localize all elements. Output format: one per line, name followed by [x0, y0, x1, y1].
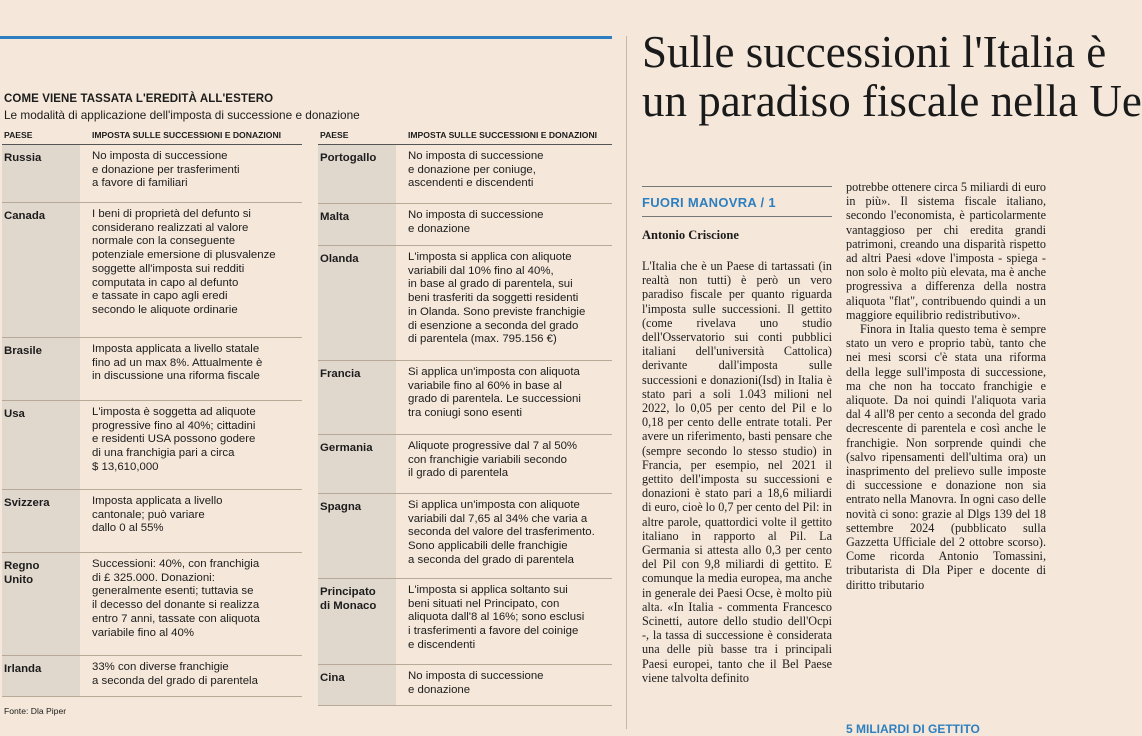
header-tax: IMPOSTA SULLE SUCCESSIONI E DONAZIONI [408, 130, 598, 140]
tax-description: Si applica un'imposta con aliquota variabile fino al 60% in base al grado di parentela. Le successioni tra coniugi sono esenti [408, 366, 581, 420]
header-country: PAESE [320, 130, 349, 140]
tax-table-left [2, 128, 302, 697]
tax-description: No imposta di successione e donazione [408, 670, 544, 696]
table-row [318, 145, 612, 204]
source-credit: Fonte: Dla Piper [4, 706, 67, 716]
tax-description: No imposta di successione e donazione [408, 209, 544, 235]
tax-description: L'imposta si applica con aliquote variabili dal 10% fino al 40%, in base al grado di parentela, sui beni trasferiti da soggetti residenti in Olanda. Sono previste franchigie di esenzione a seconda del grado di parentela (max. 795.156 €) [408, 251, 586, 346]
country-name: Canada [2, 203, 80, 337]
table-row [318, 494, 612, 579]
table-row [2, 490, 302, 553]
infographic-subtitle: Le modalità di applicazione dell'imposta di successione e donazione [4, 108, 360, 122]
header-tax: IMPOSTA SULLE SUCCESSIONI E DONAZIONI [92, 130, 282, 140]
tax-description: Imposta applicata a livello cantonale; può variare dallo 0 al 55% [92, 495, 223, 535]
country-name: Regno Unito [2, 553, 80, 655]
country-name: Germania [318, 435, 396, 493]
tax-table-right [318, 128, 612, 706]
column-divider [626, 36, 627, 729]
header-country: PAESE [4, 130, 33, 140]
country-name: Portogallo [318, 145, 396, 203]
tax-description: I beni di proprietà del defunto si considerano realizzati al valore normale con la conseguente potenziale emersione di plusvalenze soggette all'imposta sui redditi computata in capo al defunto e tassate in capo agli eredi secondo le aliquote ordinarie [92, 208, 276, 316]
tax-description: No imposta di successione e donazione per coniuge, ascendenti e discendenti [408, 150, 544, 190]
tax-description: L'imposta si applica soltanto sui beni situati nel Principato, con aliquota dall'8 al 16%; sono esclusi i trasferimenti a favore del coinige e discendenti [408, 584, 585, 651]
section-label: FUORI MANOVRA / 1 [642, 195, 776, 210]
tax-description: 33% con diverse franchigie a seconda del grado di parentela [92, 661, 258, 687]
top-accent-rule [0, 36, 612, 39]
table-header [2, 128, 302, 145]
article-column-2 [846, 180, 1046, 592]
country-name: Francia [318, 361, 396, 434]
country-name: Irlanda [2, 656, 80, 696]
country-name: Olanda [318, 246, 396, 360]
country-name: Malta [318, 204, 396, 245]
country-name: Spagna [318, 494, 396, 578]
tax-description: Successioni: 40%, con franchigia di £ 325.000. Donazioni: generalmente esenti; tuttavia se il decesso del donante si realizza entro 7 anni, tassate con aliquota variabile fino al 40% [92, 558, 260, 639]
article-subhead: 5 MILIARDI DI GETTITO [846, 722, 980, 736]
headline-line-1: Sulle successioni l'Italia è [642, 27, 1107, 77]
table-row [318, 435, 612, 494]
country-name: Usa [2, 401, 80, 489]
headline-line-2: un paradiso fiscale nella Ue [642, 76, 1142, 126]
article-column-1: L'Italia che è un Paese di tartassati (in realtà non tutti) è però un vero paradiso fiscale per quanto riguarda l'imposta sulle successioni. Il gettito (come rivelava uno studio dell'Osservatorio sui conti pubblici italiani dell'università Cattolica) derivante dall'imposta sulle successioni e donazioni(Isd) in Italia è stato pari a soli 1.043 milioni nel 2022, lo 0,05 per cento del Pil e lo 0,18 per cento delle entrate totali. Per avere un riferimento, basti pensare che (sempre secondo lo stesso studio) in Francia, per esempio, nel 2021 il gettito dell'imposta su successioni e donazioni è stato pari a 18,6 miliardi di euro, cioè lo 0,7 per cento del Pil: in altre parole, quattordici volte il gettito italiano in rapporto al Pil. La Germania si attesta allo 0,3 per cento del Pil con 9,8 miliardi di gettito. E comunque la media europea, ma anche in generale dei Paesi Ocse, è molto più alta. «In Italia - commenta Francesco Scinetti, autore dello studio dell'Ocpi -, la tassa di successione è considerata una delle più basse tra i principali Paesi europei, tanto che il Bel Paese viene talvolta definito [642, 259, 832, 685]
tax-description: L'imposta è soggetta ad aliquote progressive fino al 40%; cittadini e residenti USA possono godere di una franchigia pari a circa $ 13,610,000 [92, 406, 256, 473]
table-row [2, 203, 302, 338]
table-row [2, 145, 302, 203]
country-name: Brasile [2, 338, 80, 400]
table-row [318, 246, 612, 361]
table-row [2, 338, 302, 401]
tax-description: Imposta applicata a livello statale fino ad un max 8%. Attualmente è in discussione una riforma fiscale [92, 343, 263, 383]
country-name: Principato di Monaco [318, 579, 396, 664]
author-byline: Antonio Criscione [642, 228, 739, 242]
article-paragraph: potrebbe ottenere circa 5 miliardi di euro in più». Il sistema fiscale italiano, secondo l'economista, è particolarmente vantaggioso per chi eredita grandi patrimoni, creando una disparità rispetto ad altri Paesi «dove l'imposta - spiega - non solo è molto più elevata, ma è anche progressiva a differenza della nostra aliquota "flat", contribuendo quindi a un maggiore equilibrio redistributivo». [846, 180, 1046, 322]
section-rule-top [642, 186, 832, 187]
table-row [2, 656, 302, 697]
infographic-title: COME VIENE TASSATA L'EREDITÀ ALL'ESTERO [4, 93, 274, 105]
country-name: Svizzera [2, 490, 80, 552]
tax-description: Si applica un'imposta con aliquote variabili dal 7,65 al 34% che varia a seconda del valore del trasferimento. Sono applicabili delle franchigie a seconda del grado di parentela [408, 499, 595, 566]
table-header [318, 128, 612, 145]
article-headline [642, 27, 1142, 126]
table-row [318, 579, 612, 665]
tax-description: No imposta di successione e donazione per trasferimenti a favore di familiari [92, 150, 240, 190]
country-name: Cina [318, 665, 396, 705]
article-paragraph: Finora in Italia questo tema è sempre stato un vero e proprio tabù, tanto che nei mesi scorsi c'è stata una riforma della legge sull'imposta di successione, ma che non ha toccato franchigie e aliquote. Da noi quindi l'aliquota varia dal 4 all'8 per cento a seconda del grado decrescente di parentela e così anche le franchigie. Non sorprende quindi che (salvo ripensamenti dell'ultima ora) un inasprimento del prelievo sulle imposte di successione e donazione non sia entrato nella Manovra. In ogni caso delle novità ci sono: grazie al Dlgs 139 del 18 settembre 2024 (pubblicato sulla Gazzetta Ufficiale del 2 ottobre scorso). Come ricorda Antonio Tomassini, tributarista di Dla Piper e docente di diritto tributario [846, 322, 1047, 592]
section-rule-bottom [642, 216, 832, 217]
table-row [2, 401, 302, 490]
table-row [318, 361, 612, 435]
table-row [318, 665, 612, 706]
tax-description: Aliquote progressive dal 7 al 50% con franchigie variabili secondo il grado di parentela [408, 440, 578, 480]
table-row [318, 204, 612, 246]
table-row [2, 553, 302, 656]
country-name: Russia [2, 145, 80, 202]
